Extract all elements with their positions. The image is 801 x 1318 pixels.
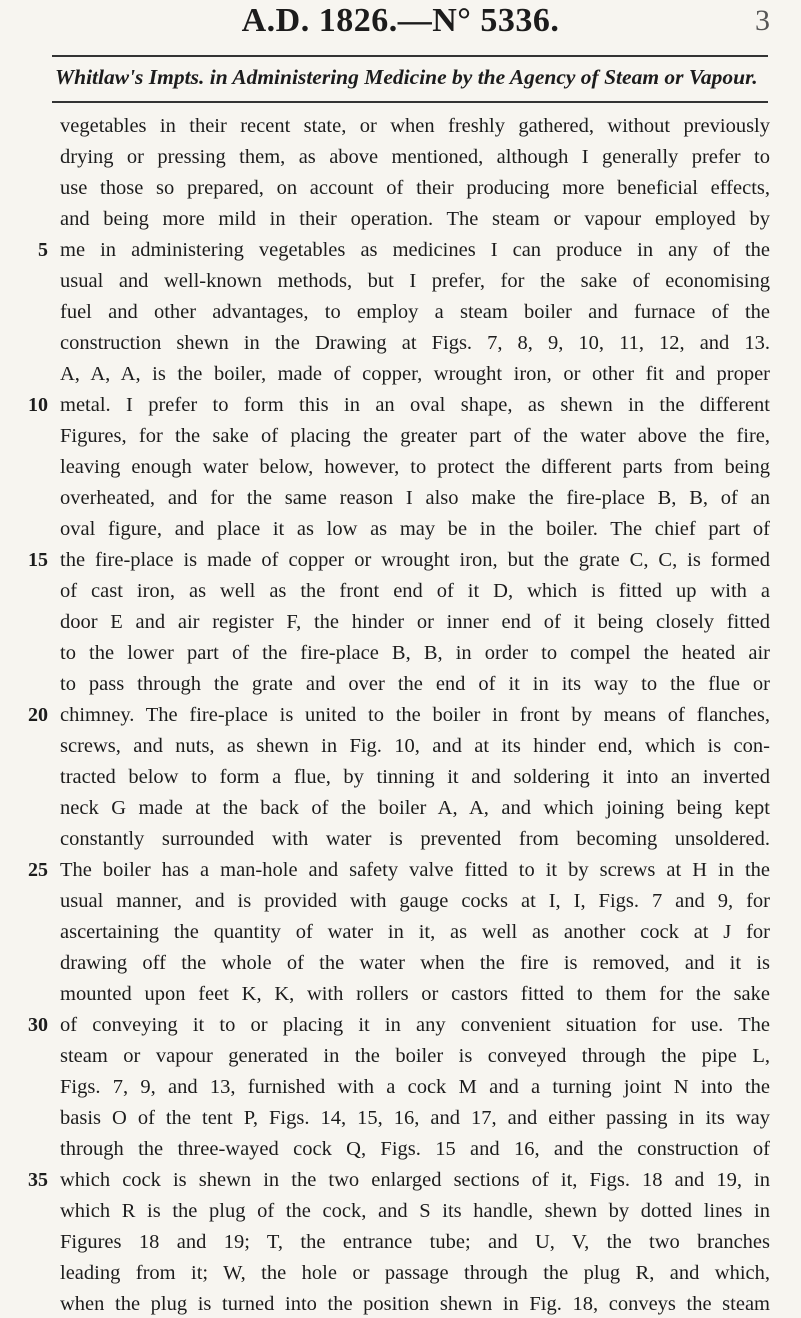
text-line: mounted upon feet K, K, with rollers or castors fitted to them for the sake (60, 983, 770, 1005)
header-rule-bottom (52, 101, 768, 103)
text-line: construction shewn in the Drawing at Figs. 7, 8, 9, 10, 11, 12, and 13. (60, 332, 770, 354)
text-line: and being more mild in their operation. The steam or vapour employed by (60, 208, 770, 230)
header-rule-top (52, 55, 768, 57)
text-line: through the three-wayed cock Q, Figs. 15 and 16, and the construction of (60, 1138, 770, 1160)
text-line: to the lower part of the fire-place B, B, in order to compel the heated air (60, 642, 770, 664)
text-line: fuel and other advantages, to employ a steam boiler and furnace of the (60, 301, 770, 323)
text-line: constantly surrounded with water is prevented from becoming unsoldered. (60, 828, 770, 850)
line-number: 15 (28, 549, 48, 571)
line-number: 30 (28, 1014, 48, 1036)
text-line: neck G made at the back of the boiler A, A, and which joining being kept (60, 797, 770, 819)
running-head: Whitlaw's Impts. in Administering Medicine by the Agency of Steam or Vapour. (55, 65, 758, 89)
text-line: ascertaining the quantity of water in it, as well as another cock at J for (60, 921, 770, 943)
text-line: overheated, and for the same reason I also make the fire-place B, B, of an (60, 487, 770, 509)
line-number: 25 (28, 859, 48, 881)
line-number: 20 (28, 704, 48, 726)
text-line: use those so prepared, on account of their producing more beneficial effects, (60, 177, 770, 199)
text-line: drying or pressing them, as above mentioned, although I generally prefer to (60, 146, 770, 168)
text-line: vegetables in their recent state, or when freshly gathered, without previously (60, 115, 770, 137)
text-line: chimney. The fire-place is united to the boiler in front by means of flanches, (60, 704, 770, 726)
text-line: Figures 18 and 19; T, the entrance tube; and U, V, the two branches (60, 1231, 770, 1253)
text-line: The boiler has a man-hole and safety valve fitted to it by screws at H in the (60, 859, 770, 881)
text-line: basis O of the tent P, Figs. 14, 15, 16, and 17, and either passing in its way (60, 1107, 770, 1129)
text-line: door E and air register F, the hinder or inner end of it being closely fitted (60, 611, 770, 633)
text-line: Figs. 7, 9, and 13, furnished with a cock M and a turning joint N into the (60, 1076, 770, 1098)
text-line: which R is the plug of the cock, and S its handle, shewn by dotted lines in (60, 1200, 770, 1222)
text-line: oval figure, and place it as low as may be in the boiler. The chief part of (60, 518, 770, 540)
line-number: 35 (28, 1169, 48, 1191)
text-line: usual manner, and is provided with gauge cocks at I, I, Figs. 7 and 9, for (60, 890, 770, 912)
text-line: leading from it; W, the hole or passage through the plug R, and which, (60, 1262, 770, 1284)
text-line: steam or vapour generated in the boiler is conveyed through the pipe L, (60, 1045, 770, 1067)
text-line: Figures, for the sake of placing the greater part of the water above the fire, (60, 425, 770, 447)
text-line: me in administering vegetables as medicines I can produce in any of the (60, 239, 770, 261)
text-line: usual and well-known methods, but I prefer, for the sake of economising (60, 270, 770, 292)
text-line: of conveying it to or placing it in any convenient situation for use. The (60, 1014, 770, 1036)
line-number: 10 (28, 394, 48, 416)
line-number: 5 (38, 239, 48, 261)
text-line: A, A, A, is the boiler, made of copper, wrought iron, or other fit and proper (60, 363, 770, 385)
patent-number-heading: A.D. 1826.—N° 5336. (241, 2, 560, 39)
text-line: leaving enough water below, however, to protect the different parts from being (60, 456, 770, 478)
text-line: which cock is shewn in the two enlarged sections of it, Figs. 18 and 19, in (60, 1169, 770, 1191)
text-line: tracted below to form a flue, by tinning it and soldering it into an inverted (60, 766, 770, 788)
text-line: of cast iron, as well as the front end of it D, which is fitted up with a (60, 580, 770, 602)
text-line: when the plug is turned into the position shewn in Fig. 18, conveys the steam (60, 1293, 770, 1315)
text-line: to pass through the grate and over the end of it in its way to the flue or (60, 673, 770, 695)
text-line: screws, and nuts, as shewn in Fig. 10, and at its hinder end, which is con- (60, 735, 770, 757)
text-line: drawing off the whole of the water when the fire is removed, and it is (60, 952, 770, 974)
text-line: the fire-place is made of copper or wrought iron, but the grate C, C, is formed (60, 549, 770, 571)
page-number: 3 (755, 4, 770, 37)
text-line: metal. I prefer to form this in an oval shape, as shewn in the different (60, 394, 770, 416)
